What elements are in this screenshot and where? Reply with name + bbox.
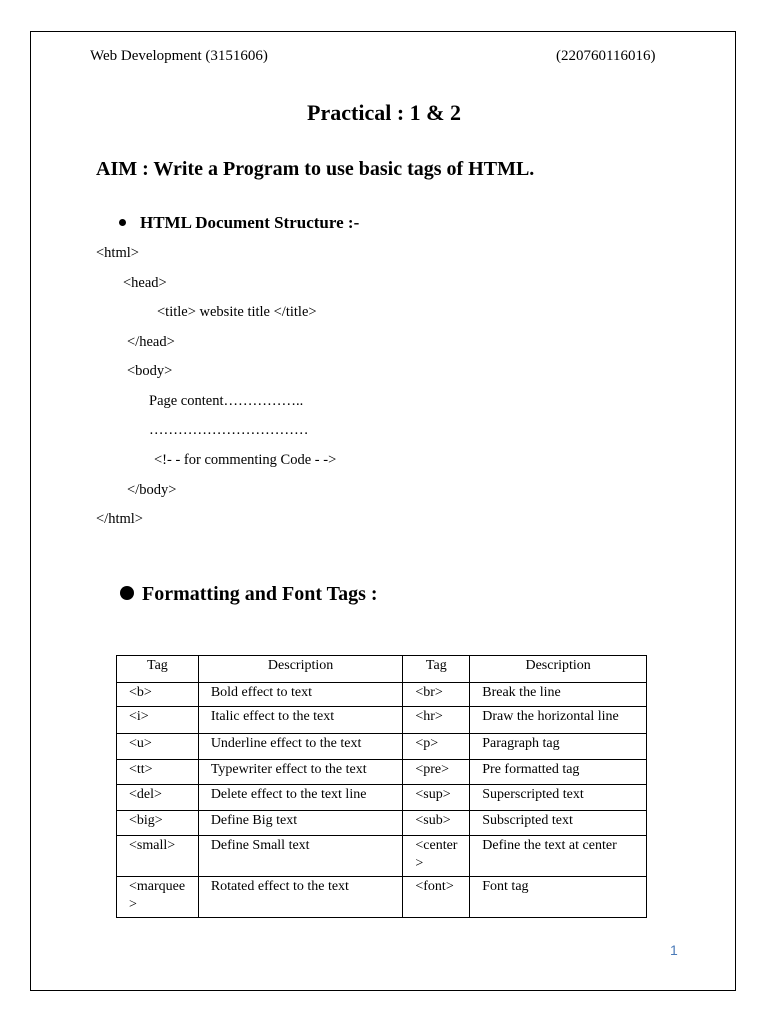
- table-row: [117, 760, 647, 785]
- code-line: <!- - for commenting Code - ->: [154, 452, 337, 468]
- tag-cell: <center>: [403, 836, 470, 877]
- section-html-structure: [119, 213, 359, 233]
- description-cell: Bold effect to text: [198, 683, 403, 707]
- tag-cell: <del>: [117, 785, 199, 811]
- tag-cell: <sub>: [403, 811, 470, 836]
- page-number: 1: [670, 942, 678, 958]
- aim-statement: AIM : Write a Program to use basic tags of HTML.: [96, 158, 535, 180]
- tag-cell: <p>: [403, 734, 470, 760]
- code-line: ……………………………: [149, 422, 309, 438]
- description-cell: Subscripted text: [470, 811, 647, 836]
- tag-cell: <pre>: [403, 760, 470, 785]
- code-line: </html>: [96, 511, 143, 527]
- bullet-icon: [120, 586, 134, 600]
- table-row: [117, 683, 647, 707]
- tag-cell: <big>: [117, 811, 199, 836]
- description-cell: Pre formatted tag: [470, 760, 647, 785]
- description-cell: Rotated effect to the text: [198, 877, 403, 918]
- table-row: [117, 707, 647, 734]
- tag-cell: <sup>: [403, 785, 470, 811]
- tag-cell: <font>: [403, 877, 470, 918]
- description-cell: Italic effect to the text: [198, 707, 403, 734]
- description-cell: Typewriter effect to the text: [198, 760, 403, 785]
- table-row: [117, 734, 647, 760]
- column-header: Description: [470, 656, 647, 683]
- description-cell: Paragraph tag: [470, 734, 647, 760]
- table-row: [117, 811, 647, 836]
- description-cell: Superscripted text: [470, 785, 647, 811]
- description-cell: Delete effect to the text line: [198, 785, 403, 811]
- description-cell: Define the text at center: [470, 836, 647, 877]
- description-cell: Draw the horizontal line: [470, 707, 647, 734]
- tag-cell: <u>: [117, 734, 199, 760]
- table-row: [117, 836, 647, 877]
- tag-cell: <br>: [403, 683, 470, 707]
- column-header: Tag: [403, 656, 470, 683]
- column-header: Tag: [117, 656, 199, 683]
- description-cell: Underline effect to the text: [198, 734, 403, 760]
- tags-table: [116, 655, 647, 918]
- code-line: Page content……………..: [149, 393, 304, 409]
- description-cell: Break the line: [470, 683, 647, 707]
- code-line: <html>: [96, 245, 139, 261]
- section-heading: Formatting and Font Tags :: [142, 583, 378, 605]
- code-line: <title> website title </title>: [157, 304, 317, 320]
- bullet-icon: [119, 219, 126, 226]
- table-header-row: [117, 656, 647, 683]
- code-line: <head>: [123, 275, 167, 291]
- tag-cell: <marquee>: [117, 877, 199, 918]
- page-title: Practical : 1 & 2: [307, 100, 461, 125]
- code-line: <body>: [127, 363, 173, 379]
- description-cell: Font tag: [470, 877, 647, 918]
- tag-cell: <tt>: [117, 760, 199, 785]
- description-cell: Define Big text: [198, 811, 403, 836]
- tag-cell: <hr>: [403, 707, 470, 734]
- code-line: </body>: [127, 482, 177, 498]
- column-header: Description: [198, 656, 403, 683]
- table-row: [117, 877, 647, 918]
- code-line: </head>: [127, 334, 175, 350]
- tag-cell: <small>: [117, 836, 199, 877]
- header-course: Web Development (3151606): [90, 48, 268, 64]
- section-formatting-tags: [120, 583, 378, 606]
- header-enrollment: (220760116016): [556, 48, 656, 64]
- section-heading: HTML Document Structure :-: [140, 213, 360, 232]
- table-row: [117, 785, 647, 811]
- tag-cell: <b>: [117, 683, 199, 707]
- description-cell: Define Small text: [198, 836, 403, 877]
- tag-cell: <i>: [117, 707, 199, 734]
